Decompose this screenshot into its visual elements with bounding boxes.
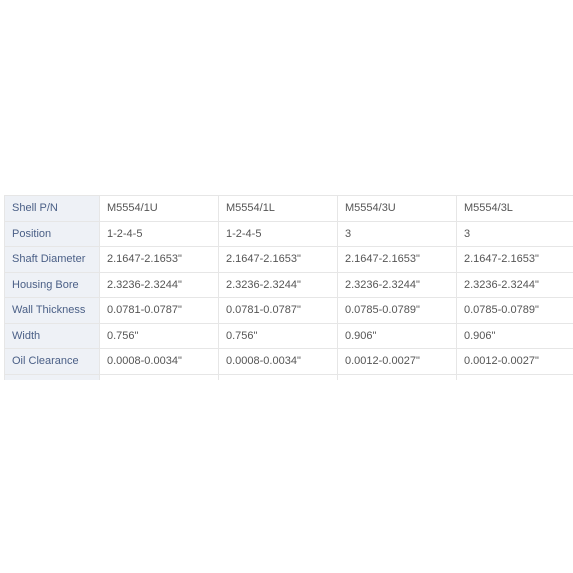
table-cell: 3 [457,221,573,247]
table-cell: 0.0008-0.0034" [100,349,219,375]
table-cell: M5554/1L [219,196,338,222]
table-cell-empty [100,374,219,380]
table-cell: 0.756" [219,323,338,349]
row-label-empty [5,374,100,380]
table-cell: 0.756" [100,323,219,349]
table-row-shell-pn [5,196,573,222]
table-cell: 2.3236-2.3244" [219,272,338,298]
table-cell: 1-2-4-5 [100,221,219,247]
table-row-cut-off [5,374,573,380]
table-row-width [5,323,573,349]
row-label-shaft-diameter: Shaft Diameter [5,247,100,273]
table-cell: M5554/3L [457,196,573,222]
table-cell: M5554/3U [338,196,457,222]
row-label-housing-bore: Housing Bore [5,272,100,298]
table-cell: 0.906" [457,323,573,349]
table-row-position [5,221,573,247]
table-cell: 3 [338,221,457,247]
table-cell: 0.0008-0.0034" [219,349,338,375]
table-cell-empty [338,374,457,380]
table-cell: 0.0781-0.0787" [100,298,219,324]
bearing-spec-table [4,195,573,380]
row-label-wall-thickness: Wall Thickness [5,298,100,324]
table-cell: 1-2-4-5 [219,221,338,247]
table-cell: 2.1647-2.1653" [457,247,573,273]
table-cell-empty [219,374,338,380]
row-label-oil-clearance: Oil Clearance [5,349,100,375]
table-row-wall-thickness [5,298,573,324]
table-cell: 0.0785-0.0789" [457,298,573,324]
table-row-housing-bore [5,272,573,298]
row-label-shell-pn: Shell P/N [5,196,100,222]
table-cell-empty [457,374,573,380]
table-cell: 0.906" [338,323,457,349]
table-row-shaft-diameter [5,247,573,273]
table-row-oil-clearance [5,349,573,375]
table-cell: 2.3236-2.3244" [338,272,457,298]
table-cell: 2.1647-2.1653" [100,247,219,273]
row-label-position: Position [5,221,100,247]
table-cell: 2.3236-2.3244" [457,272,573,298]
table-cell: 2.1647-2.1653" [219,247,338,273]
table-cell: 2.1647-2.1653" [338,247,457,273]
row-label-width: Width [5,323,100,349]
table-cell: 0.0785-0.0789" [338,298,457,324]
table-cell: M5554/1U [100,196,219,222]
table-cell: 0.0012-0.0027" [457,349,573,375]
table-cell: 0.0781-0.0787" [219,298,338,324]
table-cell: 2.3236-2.3244" [100,272,219,298]
table-cell: 0.0012-0.0027" [338,349,457,375]
